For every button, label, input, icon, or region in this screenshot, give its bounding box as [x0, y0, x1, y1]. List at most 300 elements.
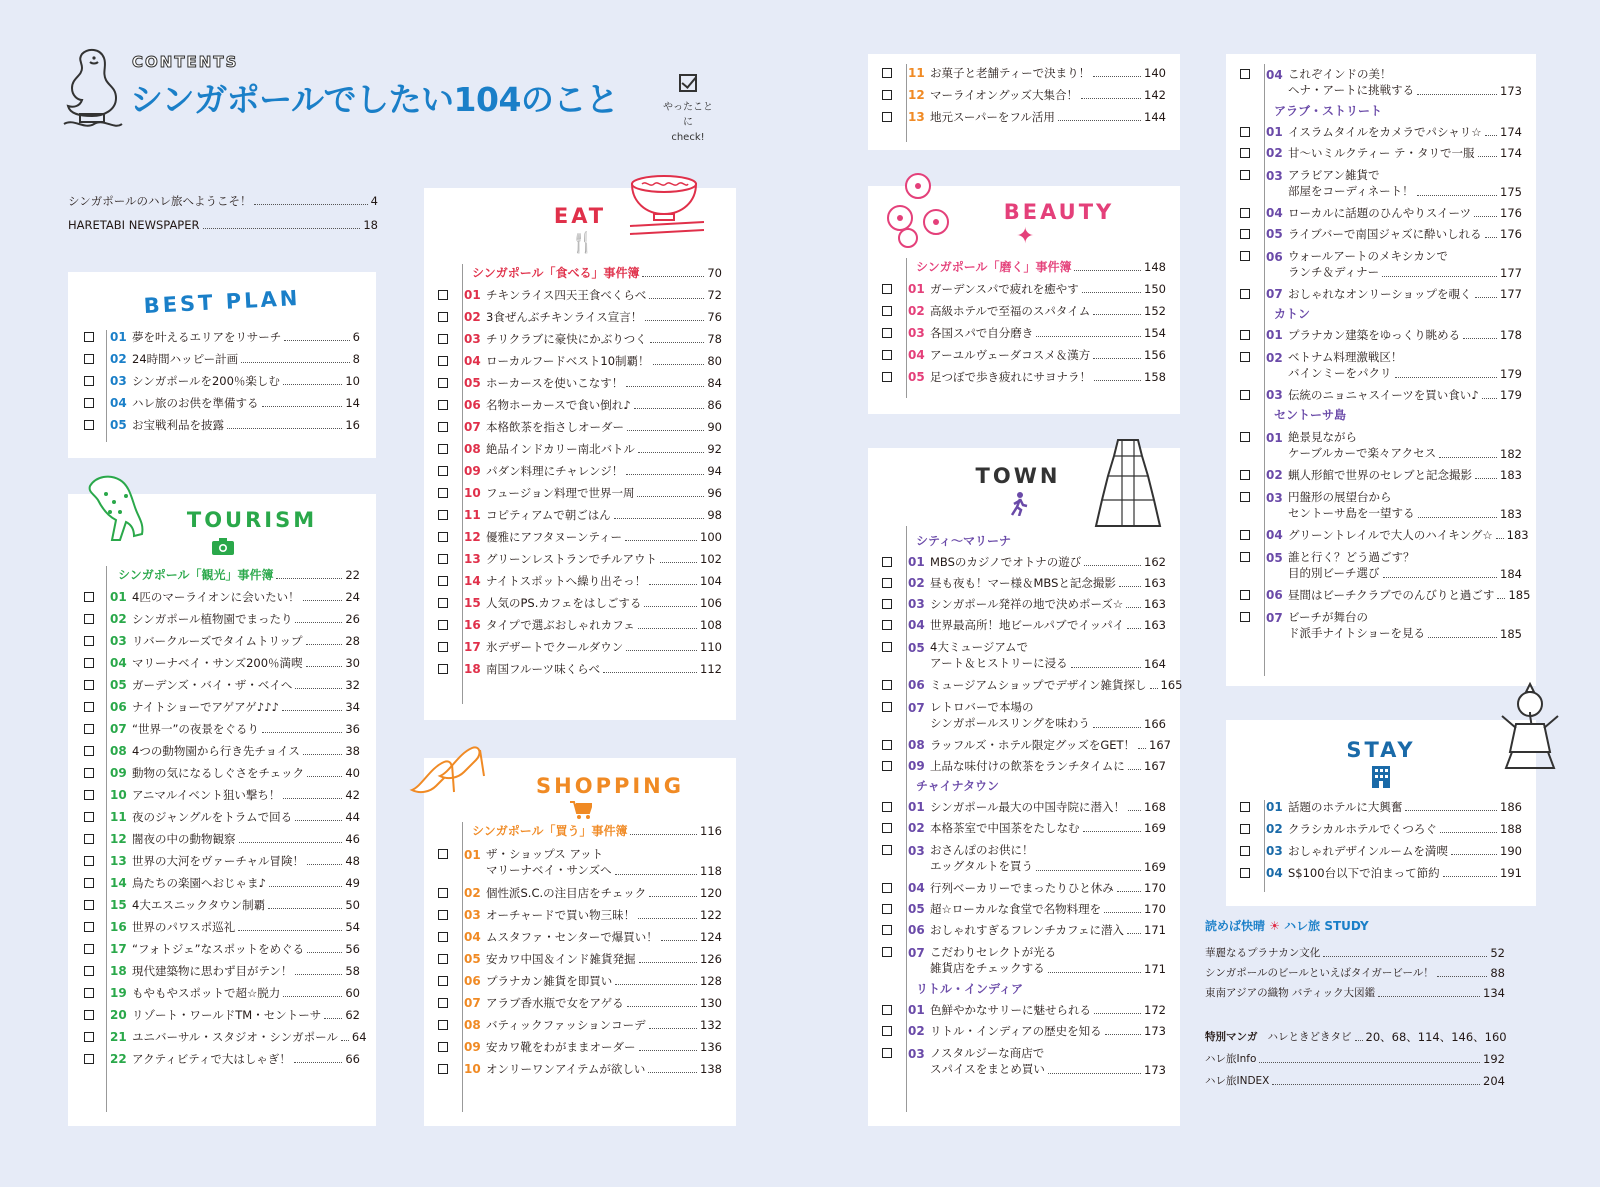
checkbox[interactable] [1240, 127, 1250, 137]
checkbox[interactable] [438, 312, 448, 322]
checkbox[interactable] [882, 557, 892, 567]
checkbox[interactable] [1240, 470, 1250, 480]
list-item[interactable] [1240, 227, 1522, 241]
checkbox[interactable] [438, 620, 448, 630]
page-number: 172 [1144, 1003, 1166, 1017]
cart-icon [570, 800, 592, 820]
item-number: 18 [110, 964, 127, 978]
list-item[interactable] [882, 555, 1166, 569]
item-label: 地元スーパーをフル活用 [930, 110, 1055, 124]
item-number: 02 [464, 886, 481, 900]
checkbox[interactable] [438, 400, 448, 410]
checkbox[interactable] [84, 746, 94, 756]
item-label: 本格茶室で中国茶をたしなむ [930, 821, 1080, 835]
list-item[interactable] [1240, 588, 1531, 602]
checkbox[interactable] [1240, 289, 1250, 299]
list-item[interactable] [882, 1003, 1166, 1017]
page-number: 96 [707, 486, 722, 500]
page-number: 169 [1144, 821, 1166, 835]
checkbox[interactable] [84, 900, 94, 910]
checkbox[interactable] [438, 849, 448, 859]
checkbox[interactable] [882, 68, 892, 78]
list-item[interactable] [84, 1030, 367, 1044]
item-number: 10 [464, 1062, 481, 1076]
list-item[interactable] [882, 66, 1166, 80]
checkbox[interactable] [438, 1064, 448, 1074]
list-item[interactable] [84, 986, 360, 1000]
checkbox[interactable] [438, 932, 448, 942]
item-row [1240, 800, 1522, 814]
page-number: 50 [345, 898, 360, 912]
item-label: 世界最高所！地ビールパブでイッパイ [930, 618, 1125, 632]
checkbox[interactable] [882, 306, 892, 316]
checkbox[interactable] [882, 112, 892, 122]
checkbox[interactable] [882, 90, 892, 100]
list-item[interactable] [1240, 468, 1522, 482]
list-item[interactable] [1240, 248, 1522, 280]
list-item[interactable] [438, 464, 722, 478]
checkbox[interactable] [1240, 229, 1250, 239]
checkbox[interactable] [438, 888, 448, 898]
item-label: ムスタファ・センターで爆買い！ [486, 930, 658, 944]
checkbox[interactable] [84, 614, 94, 624]
checkbox[interactable] [84, 966, 94, 976]
list-item[interactable] [84, 374, 360, 388]
list-item[interactable] [1240, 167, 1522, 199]
item-row [84, 612, 360, 626]
list-item[interactable] [84, 396, 360, 410]
list-item[interactable] [438, 596, 722, 610]
extra-item[interactable] [1205, 1022, 1505, 1044]
checkbox[interactable] [84, 1032, 94, 1042]
checkbox[interactable] [84, 702, 94, 712]
checkbox[interactable] [882, 284, 892, 294]
tourism-title: TOURISM [186, 508, 318, 532]
study-item[interactable] [1205, 940, 1505, 960]
list-item[interactable] [84, 964, 360, 978]
checkbox[interactable] [438, 554, 448, 564]
list-item[interactable] [438, 376, 722, 390]
list-item[interactable] [1240, 822, 1522, 836]
checkbox[interactable] [438, 598, 448, 608]
list-item[interactable] [882, 110, 1166, 124]
checkbox[interactable] [882, 761, 892, 771]
checkbox[interactable] [1240, 170, 1250, 180]
item-row [438, 574, 722, 588]
list-item[interactable] [84, 788, 360, 802]
checkbox[interactable] [84, 1054, 94, 1064]
list-item[interactable] [84, 744, 360, 758]
item-label: アラビアン雑貨で [1288, 168, 1380, 182]
list-item[interactable] [438, 486, 722, 500]
list-item[interactable] [1240, 388, 1522, 402]
list-item[interactable] [1240, 66, 1522, 98]
item-row [438, 354, 722, 368]
list-item[interactable] [438, 846, 722, 878]
list-item[interactable] [438, 908, 722, 922]
item-label: 世界の大河をヴァーチャル冒険！ [132, 854, 305, 868]
item-label: 伝統のニョニャスイーツを買い食い♪ [1288, 388, 1479, 402]
leader [638, 452, 704, 453]
list-item[interactable] [84, 656, 360, 670]
item-label: オーチャードで買い物三昧！ [486, 908, 636, 922]
stay-list [1240, 800, 1522, 880]
item-number: 02 [908, 576, 925, 590]
item-row [438, 640, 722, 654]
list-item[interactable] [84, 722, 360, 736]
list-item[interactable] [84, 942, 360, 956]
checkbox[interactable] [438, 998, 448, 1008]
list-item[interactable] [1240, 146, 1522, 160]
item-number: 17 [110, 942, 127, 956]
item-label: ノスタルジーな商店で [930, 1046, 1045, 1060]
list-item[interactable] [882, 881, 1166, 895]
checkbox[interactable] [84, 922, 94, 932]
checkbox[interactable] [1240, 208, 1250, 218]
checkbox[interactable] [438, 488, 448, 498]
checkbox[interactable] [882, 599, 892, 609]
list-item[interactable] [1240, 800, 1522, 814]
checkbox[interactable] [882, 1026, 892, 1036]
checkbox[interactable] [1240, 802, 1250, 812]
list-item[interactable] [1240, 328, 1522, 342]
leader [1478, 156, 1498, 157]
checkbox[interactable] [438, 466, 448, 476]
list-item[interactable] [438, 952, 722, 966]
checkbox[interactable] [1240, 824, 1250, 834]
item-number: 01 [908, 800, 925, 814]
checkbox[interactable] [438, 976, 448, 986]
list-item[interactable] [438, 1018, 722, 1032]
checkbox[interactable] [438, 510, 448, 520]
checkbox[interactable] [1240, 846, 1250, 856]
study-item[interactable] [1205, 960, 1505, 980]
list-item[interactable] [84, 920, 360, 934]
checkbox[interactable] [438, 1042, 448, 1052]
list-item[interactable] [1240, 866, 1522, 880]
checkbox[interactable] [438, 642, 448, 652]
list-item[interactable] [84, 612, 360, 626]
list-item[interactable] [84, 700, 360, 714]
item-row [438, 508, 722, 522]
hotel-icon [1372, 766, 1390, 788]
checkbox[interactable] [84, 724, 94, 734]
list-item[interactable] [1240, 489, 1522, 521]
checkbox[interactable] [84, 680, 94, 690]
list-item[interactable] [1240, 844, 1522, 858]
list-item[interactable] [438, 1062, 722, 1076]
checkbox[interactable] [882, 350, 892, 360]
item-label: もやもやスポットで超☆脱力 [132, 986, 281, 1000]
list-item[interactable] [1240, 429, 1522, 461]
leader [1048, 972, 1141, 973]
checkbox[interactable] [882, 1005, 892, 1015]
extra-item[interactable] [1205, 1044, 1505, 1066]
list-item[interactable] [84, 678, 360, 692]
checkbox[interactable] [438, 910, 448, 920]
list-item[interactable] [438, 354, 722, 368]
item-row [438, 332, 722, 346]
list-item[interactable] [84, 634, 360, 648]
item-row [882, 800, 1166, 814]
page-number: 185 [1508, 588, 1531, 602]
high-heels-icon [406, 742, 492, 798]
list-item[interactable] [882, 88, 1166, 102]
leader [307, 952, 342, 953]
checkbox[interactable] [438, 576, 448, 586]
checkbox[interactable] [1240, 552, 1250, 562]
checkbox[interactable] [882, 620, 892, 630]
checkbox[interactable] [84, 636, 94, 646]
list-item[interactable] [84, 832, 360, 846]
checkbox[interactable] [84, 376, 94, 386]
item-label: 4大ミュージアムで [930, 640, 1029, 654]
checkbox[interactable] [882, 904, 892, 914]
list-item[interactable] [438, 442, 722, 456]
checkbox[interactable] [1240, 390, 1250, 400]
checkbox[interactable] [882, 578, 892, 588]
list-item[interactable] [882, 576, 1166, 590]
list-item[interactable] [882, 1024, 1166, 1038]
eat-card [424, 188, 736, 720]
list-item[interactable] [438, 996, 722, 1010]
item-number: 04 [110, 396, 127, 410]
list-item[interactable] [1240, 528, 1529, 542]
item-number: 22 [110, 1052, 127, 1066]
checkbox[interactable] [1240, 590, 1250, 600]
checkbox[interactable] [882, 1048, 892, 1058]
checkbox[interactable] [882, 802, 892, 812]
list-item[interactable] [882, 304, 1166, 318]
list-item[interactable] [438, 640, 722, 654]
leader [283, 798, 342, 799]
leader [262, 732, 342, 733]
list-item[interactable] [438, 332, 722, 346]
checkbox[interactable] [1240, 432, 1250, 442]
checkbox[interactable] [84, 592, 94, 602]
list-item[interactable] [84, 854, 360, 868]
list-item[interactable] [882, 944, 1166, 976]
checkbox[interactable] [882, 642, 892, 652]
list-item[interactable] [438, 398, 722, 412]
checkbox[interactable] [84, 878, 94, 888]
checkbox[interactable] [882, 680, 892, 690]
checkbox[interactable] [84, 944, 94, 954]
item-number: 12 [110, 832, 127, 846]
list-item[interactable] [438, 618, 722, 632]
page-number: 175 [1500, 185, 1522, 199]
page-number: 190 [1500, 844, 1522, 858]
list-item[interactable] [1240, 287, 1522, 301]
item-label: ライブバーで南国ジャズに酔いしれる [1288, 227, 1482, 241]
checkbox[interactable] [882, 947, 892, 957]
list-item[interactable] [438, 310, 722, 324]
list-item[interactable] [882, 842, 1166, 874]
list-item[interactable] [882, 370, 1166, 384]
page-number: 20、68、114、146、160 [1365, 1030, 1507, 1044]
shopping-list [438, 822, 722, 1076]
checkbox[interactable] [84, 332, 94, 342]
leader [626, 650, 697, 651]
list-item[interactable] [882, 738, 1171, 752]
checkbox[interactable] [882, 328, 892, 338]
list-item[interactable] [882, 678, 1183, 692]
checkbox[interactable] [1240, 330, 1250, 340]
list-item[interactable] [882, 923, 1166, 937]
section-name-label: チャイナタウン [916, 779, 1000, 793]
intro-item[interactable]: HARETABI NEWSPAPER 18 [68, 218, 378, 232]
page-number: 183 [1506, 528, 1529, 542]
checkbox[interactable] [84, 790, 94, 800]
checkbox[interactable] [84, 856, 94, 866]
item-row [1240, 866, 1522, 880]
leader [615, 984, 697, 985]
checkbox[interactable] [1240, 612, 1250, 622]
list-item[interactable] [84, 898, 360, 912]
list-item[interactable] [438, 662, 722, 676]
list-item[interactable] [438, 420, 722, 434]
checkbox[interactable] [1240, 530, 1250, 540]
leader [1474, 216, 1497, 217]
list-item[interactable] [438, 574, 722, 588]
item-label: 人気のPS.カフェをはしごする [486, 596, 642, 610]
list-item[interactable] [882, 639, 1166, 671]
page-number: 66 [345, 1052, 360, 1066]
list-item[interactable] [882, 821, 1166, 835]
page-number: 173 [1144, 1063, 1166, 1077]
list-item[interactable] [882, 326, 1166, 340]
list-item[interactable] [84, 590, 360, 604]
checkbox[interactable] [882, 925, 892, 935]
list-item[interactable] [438, 530, 722, 544]
checkbox[interactable] [84, 988, 94, 998]
checkbox[interactable] [84, 398, 94, 408]
checkbox[interactable] [882, 372, 892, 382]
checkbox[interactable] [438, 664, 448, 674]
checkbox[interactable] [882, 702, 892, 712]
checkbox[interactable] [438, 954, 448, 964]
list-item[interactable] [882, 597, 1166, 611]
list-item[interactable] [438, 1040, 722, 1054]
checkbox[interactable] [84, 812, 94, 822]
checkbox[interactable] [882, 845, 892, 855]
item-row [1240, 489, 1522, 505]
checkbox[interactable] [84, 768, 94, 778]
item-row [882, 881, 1166, 895]
list-item[interactable] [84, 330, 360, 344]
checkbox[interactable] [882, 740, 892, 750]
leader [1383, 577, 1498, 578]
item-label: 絶品インドカリー南北バトル [486, 442, 635, 456]
checkbox[interactable] [1240, 251, 1250, 261]
checkbox[interactable] [84, 354, 94, 364]
list-item[interactable] [882, 699, 1166, 731]
item-number: 02 [908, 1024, 925, 1038]
list-item[interactable] [84, 810, 360, 824]
best-plan-title: BEST PLAN [143, 285, 301, 319]
list-item[interactable] [84, 1052, 360, 1066]
list-item[interactable] [84, 876, 360, 890]
item-label: 4大エスニックタウン制覇 [132, 898, 266, 912]
checkbox[interactable] [438, 290, 448, 300]
checkbox[interactable] [882, 883, 892, 893]
item-row [84, 1008, 360, 1022]
list-item[interactable] [84, 418, 360, 432]
list-item[interactable] [438, 974, 722, 988]
checkbox[interactable] [84, 420, 94, 430]
checkbox[interactable] [1240, 352, 1250, 362]
item-label: 誰と行く？どう過ごす？ [1288, 550, 1415, 564]
leader [306, 666, 343, 667]
study-item[interactable] [1205, 980, 1505, 1000]
list-item[interactable] [1240, 125, 1522, 139]
checkbox[interactable] [84, 658, 94, 668]
list-item[interactable] [1240, 206, 1522, 220]
leader [1497, 598, 1505, 599]
checkbox[interactable] [438, 1020, 448, 1030]
list-item[interactable] [84, 1008, 360, 1022]
item-row [84, 810, 360, 824]
page-number: 130 [700, 996, 722, 1010]
list-item[interactable] [438, 508, 722, 522]
checkbox[interactable] [438, 532, 448, 542]
checkbox[interactable] [84, 834, 94, 844]
item-row [1240, 227, 1522, 241]
list-item[interactable] [438, 886, 722, 900]
item-label: ウォールアートのメキシカンで [1288, 249, 1448, 263]
list-item[interactable] [438, 552, 722, 566]
checkbox[interactable] [1240, 868, 1250, 878]
list-item[interactable] [882, 348, 1166, 362]
item-number: 03 [1266, 844, 1283, 858]
list-item[interactable] [84, 766, 360, 780]
list-item[interactable] [882, 282, 1166, 296]
extra-item[interactable] [1205, 1066, 1505, 1088]
section-head-label: シンガポール「観光」事件簿 [118, 568, 274, 582]
list-item[interactable] [1240, 349, 1522, 381]
list-item[interactable] [882, 800, 1166, 814]
checkbox[interactable] [1240, 69, 1250, 79]
checkbox[interactable] [438, 378, 448, 388]
checkbox[interactable] [438, 334, 448, 344]
list-item[interactable] [882, 1045, 1166, 1077]
checkbox[interactable] [438, 422, 448, 432]
list-item[interactable] [1240, 549, 1522, 581]
list-item[interactable] [1240, 609, 1522, 641]
leader [1382, 276, 1497, 277]
checkbox[interactable] [882, 823, 892, 833]
list-item[interactable] [882, 902, 1166, 916]
item-number: 04 [1266, 68, 1283, 82]
item-label: 優雅にアフタヌーンティー [486, 530, 623, 544]
list-item[interactable] [84, 352, 360, 366]
checkbox[interactable] [1240, 492, 1250, 502]
list-item[interactable] [438, 288, 722, 302]
item-number: 03 [464, 908, 481, 922]
checkbox[interactable] [438, 444, 448, 454]
leader [630, 834, 697, 835]
list-item[interactable] [882, 759, 1166, 773]
leader [1428, 637, 1497, 638]
checkbox[interactable] [438, 356, 448, 366]
intro-item[interactable]: シンガポールのハレ旅へようこそ！ 4 [68, 194, 378, 208]
list-item[interactable] [882, 618, 1166, 632]
checkbox[interactable] [1240, 148, 1250, 158]
checkbox[interactable] [84, 1010, 94, 1020]
item-number: 02 [1266, 468, 1283, 482]
list-item[interactable] [438, 930, 722, 944]
leader [626, 386, 704, 387]
